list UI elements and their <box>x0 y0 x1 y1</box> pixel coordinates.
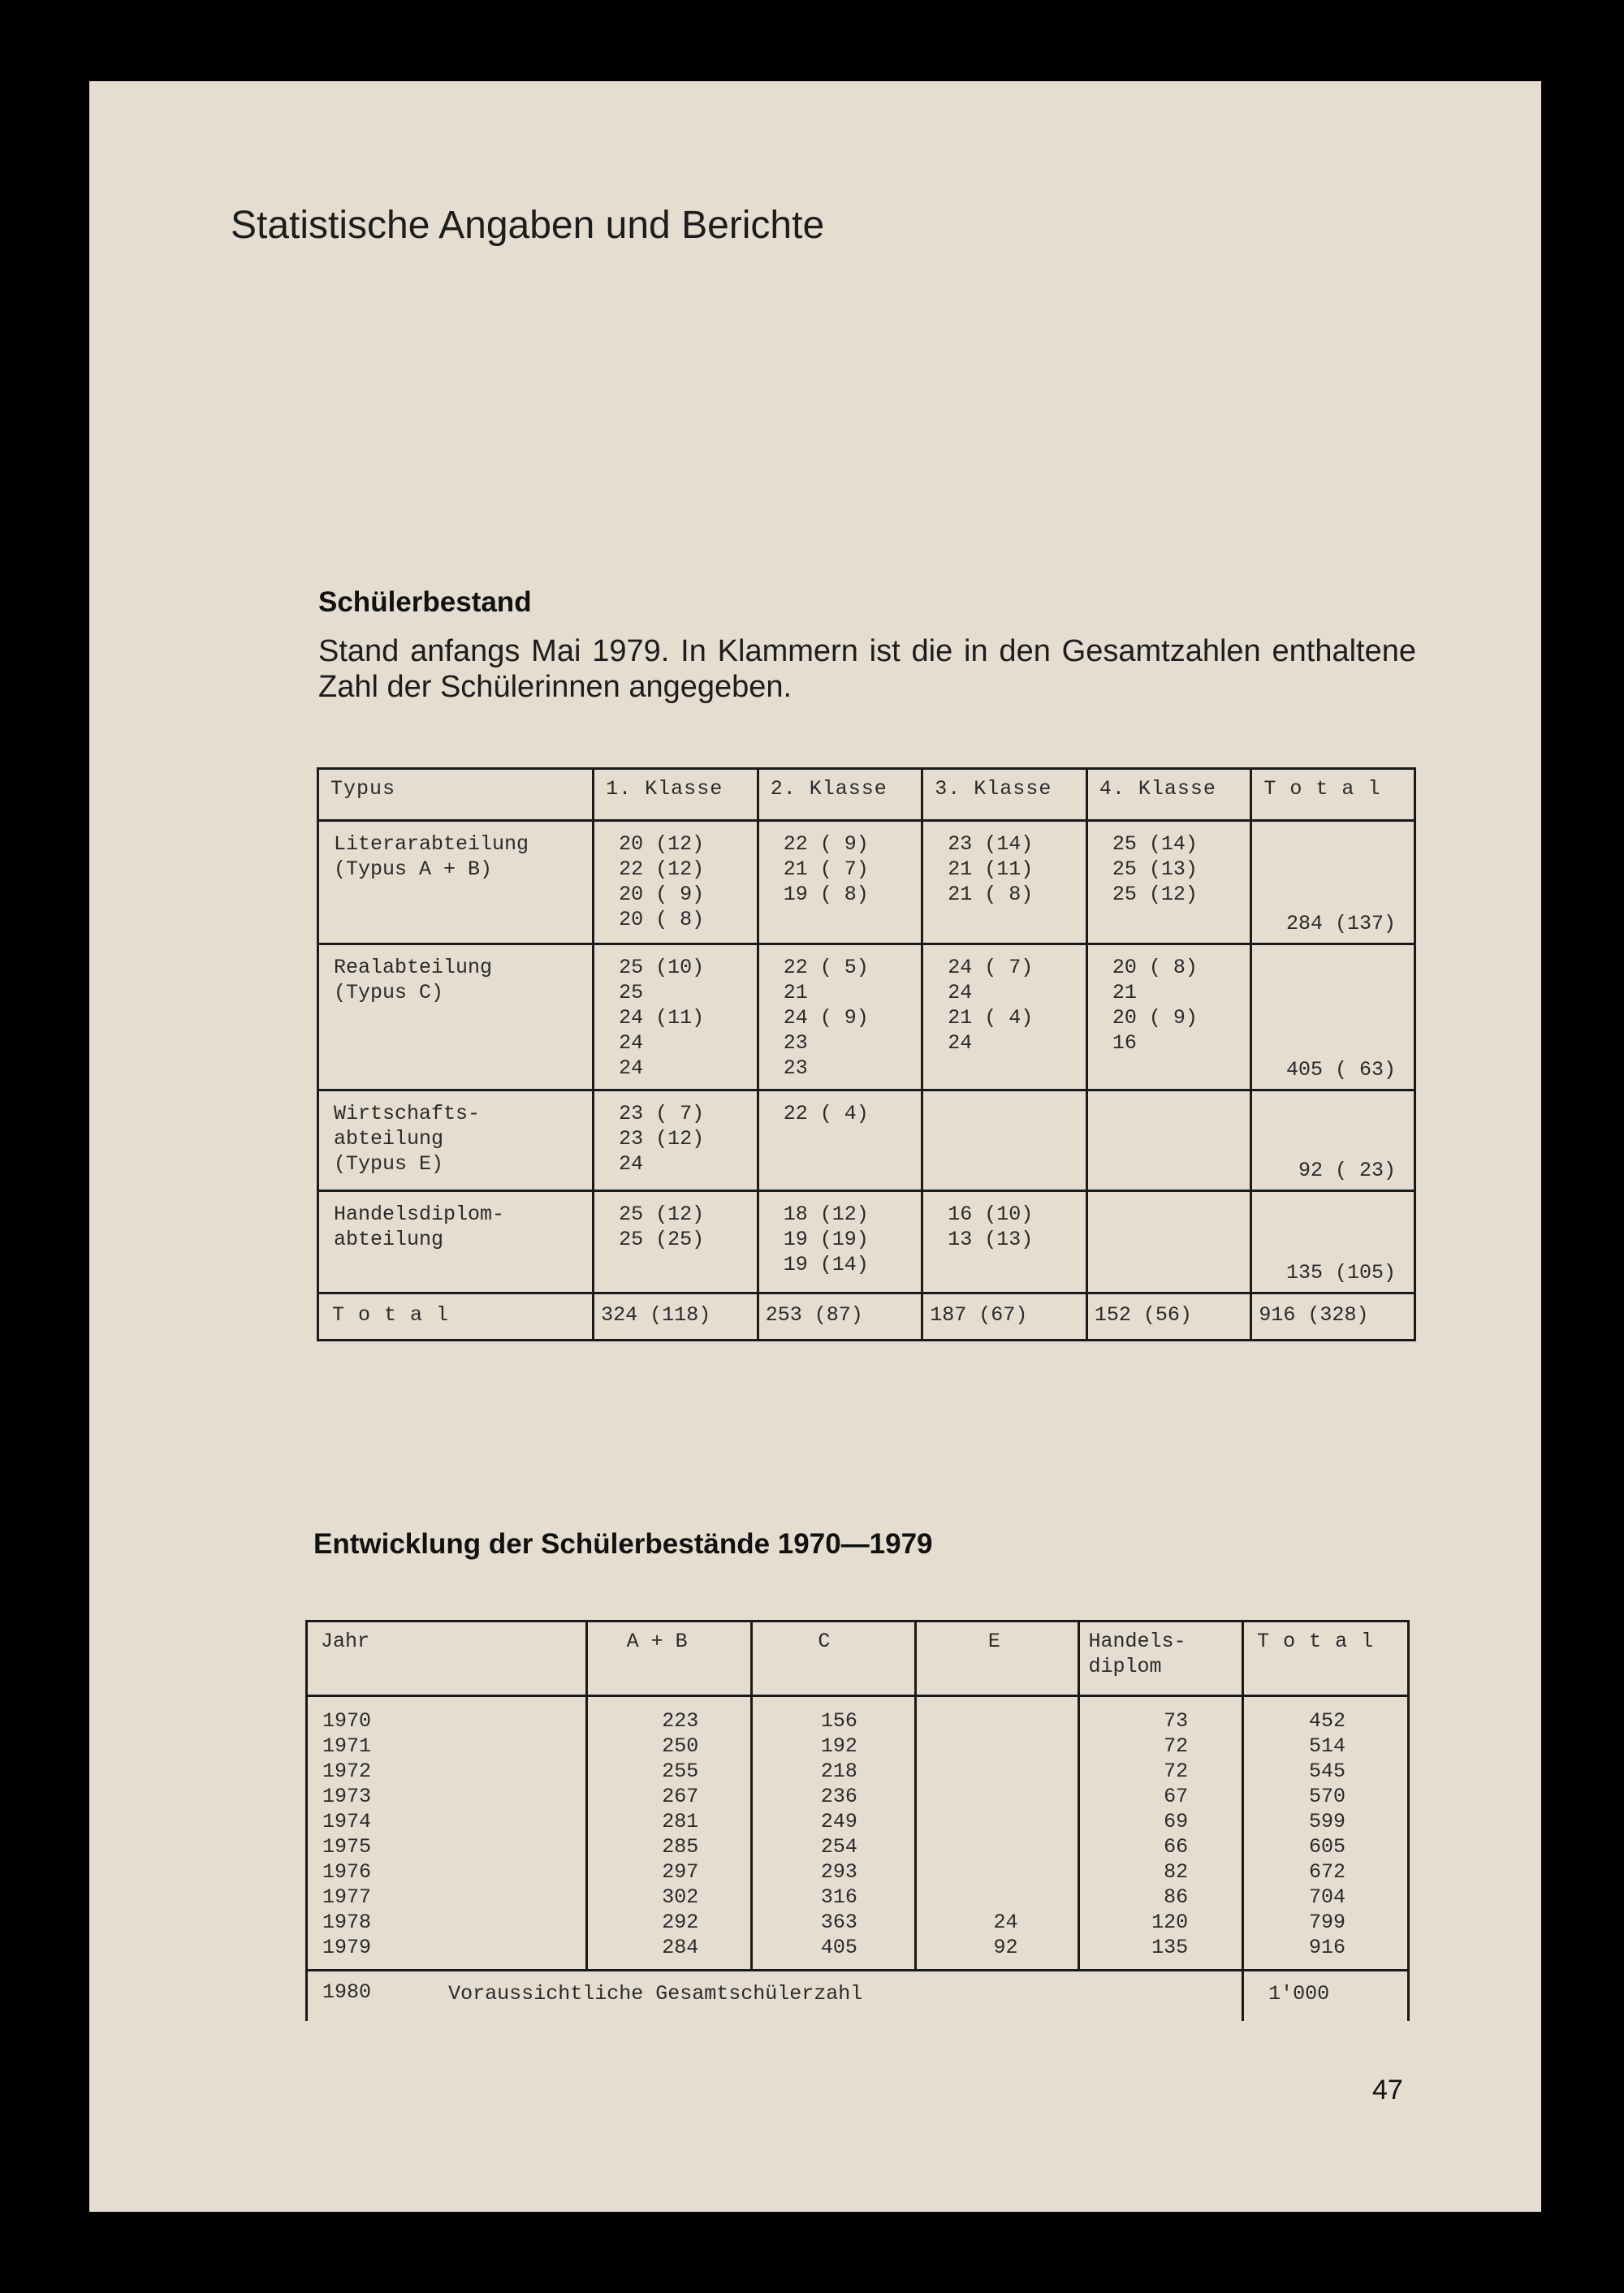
sum-total: 916 (328) <box>1259 1303 1369 1327</box>
header-klasse-1: 1. Klasse <box>606 777 723 801</box>
row-total: 284 (137) <box>1285 912 1396 935</box>
row-k4 <box>1088 1091 1250 1101</box>
row-k2: 18 (12) 19 (19) 19 (14) <box>783 1203 869 1276</box>
table-row <box>318 821 1415 944</box>
table2-header-row <box>307 1622 1409 1696</box>
row-total: 92 ( 23) <box>1298 1159 1396 1182</box>
row-k3: 23 (14) 21 (11) 21 ( 8) <box>948 832 1034 906</box>
row-k1: 25 (10) 25 24 (11) 24 24 <box>619 956 705 1080</box>
row-typus: Handelsdiplom- abteilung <box>334 1203 505 1251</box>
row-typus: Wirtschafts- abteilung (Typus E) <box>334 1102 481 1176</box>
table2-body <box>307 1696 1409 1971</box>
footer-label: Voraussichtliche Gesamtschülerzahl <box>448 1982 863 2006</box>
row-k3 <box>923 1091 1086 1101</box>
row-k4 <box>1088 1192 1250 1202</box>
page-number: 47 <box>1372 2075 1403 2105</box>
row-total: 135 (105) <box>1285 1261 1396 1285</box>
table-header-row <box>318 769 1415 821</box>
header-typus: Typus <box>330 777 396 801</box>
header-klasse-4: 4. Klasse <box>1099 777 1216 801</box>
row-total: 405 ( 63) <box>1285 1058 1396 1082</box>
handelsdiplom-column: 73 72 72 67 69 66 82 86 120 135 <box>1151 1709 1189 1959</box>
year-column: 1970 1971 1972 1973 1974 1975 1976 1977 1978 1979 <box>322 1709 372 1959</box>
header-ab: A + B <box>626 1630 688 1653</box>
row-k1: 25 (12) 25 (25) <box>619 1203 705 1251</box>
section-heading-schuelerbestand: Schülerbestand <box>318 586 532 618</box>
table-row <box>318 1090 1415 1191</box>
development-table <box>305 1620 1410 2021</box>
sum-k3: 187 (67) <box>930 1303 1028 1327</box>
footer-value: 1'000 <box>1268 1982 1330 2006</box>
table2-footer-row <box>307 1971 1409 2021</box>
row-typus: Literarabteilung (Typus A + B) <box>334 832 529 881</box>
sum-row <box>318 1293 1415 1341</box>
page-title: Statistische Angaben und Berichte <box>231 204 825 247</box>
row-k2: 22 ( 4) <box>783 1102 869 1125</box>
e-column: 24 92 <box>993 1911 1018 1959</box>
row-k1: 20 (12) 22 (12) 20 ( 9) 20 ( 8) <box>619 832 705 931</box>
sum-k1: 324 (118) <box>601 1303 711 1327</box>
table-row <box>318 1191 1415 1293</box>
header-c: C <box>818 1630 831 1653</box>
row-k2: 22 ( 5) 21 24 ( 9) 23 23 <box>783 956 869 1080</box>
row-k2: 22 ( 9) 21 ( 7) 19 ( 8) <box>783 832 869 906</box>
row-k3: 24 ( 7) 24 21 ( 4) 24 <box>948 956 1034 1055</box>
section-heading-entwicklung: Entwicklung der Schülerbestände 1970—1979 <box>313 1528 933 1560</box>
enrollment-table <box>317 767 1416 1341</box>
sum-k2: 253 (87) <box>765 1303 863 1327</box>
row-k4: 25 (14) 25 (13) 25 (12) <box>1112 832 1198 906</box>
row-k1: 23 ( 7) 23 (12) 24 <box>619 1102 705 1176</box>
ab-column: 223 250 255 267 281 285 297 302 292 284 <box>662 1709 699 1959</box>
intro-paragraph: Stand anfangs Mai 1979. In Klammern ist die in den Gesamtzahlen enthaltene Zahl der Schülerinnen angegeben. <box>318 634 1416 704</box>
row-typus: Realabteilung (Typus C) <box>334 956 493 1004</box>
header-klasse-2: 2. Klasse <box>770 777 888 801</box>
header-klasse-3: 3. Klasse <box>935 777 1052 801</box>
row-k4: 20 ( 8) 21 20 ( 9) 16 <box>1112 956 1198 1055</box>
sum-label: T o t a l <box>332 1303 450 1327</box>
header-handelsdiplom: Handels- diplom <box>1088 1630 1186 1678</box>
footer-year: 1980 <box>322 1980 372 2004</box>
total-column: 452 514 545 570 599 605 672 704 799 916 <box>1308 1709 1345 1959</box>
sum-k4: 152 (56) <box>1094 1303 1192 1327</box>
table-row <box>318 944 1415 1090</box>
c-column: 156 192 218 236 249 254 293 316 363 405 <box>820 1709 857 1959</box>
header-jahr: Jahr <box>321 1630 370 1653</box>
header-e: E <box>987 1630 1000 1653</box>
header-total: T o t a l <box>1263 777 1381 801</box>
row-k3: 16 (10) 13 (13) <box>948 1203 1034 1251</box>
header-total: T o t a l <box>1257 1630 1375 1653</box>
